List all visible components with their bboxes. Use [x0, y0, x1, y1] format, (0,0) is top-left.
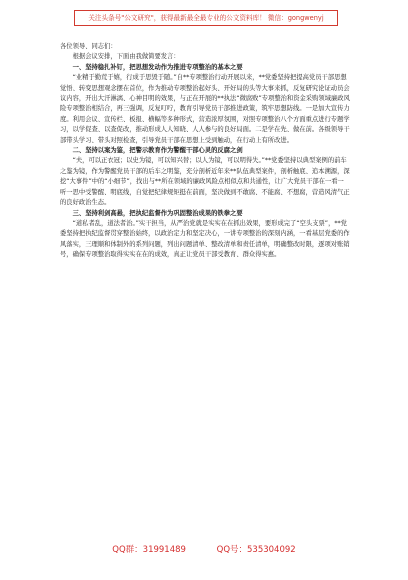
qq-number-text: QQ号：535304092	[216, 545, 296, 555]
section-body-3: “道私者乱，道法者治。”实干担当，从严治党就是实实在在抓出效果，要形成完了“空头支票”，**党委坚持把执纪监督贯穿整治始终，以政治定力和坚定决心，一讲专项整治的深刻内涵，一看基层党委的作风落实，三理顺和体制外的系列问题，列出问题清单、整改清单和责任清单，明确整改时限，逐项对账销号，确保专项整治取得实实在在的成效，真正让党员干部受教育、群众得实惠。	[60, 219, 350, 259]
contact-footer	[0, 544, 408, 556]
qq-group-text: QQ群：31991489	[112, 545, 186, 555]
section-body-2: “夫，可以正衣冠；以史为镜，可以知兴替；以人为镜，可以明得失。”**党委坚持以典型案例的前车之鉴为镜，作为警醒党员干部的后车之明鉴，充分剖析近年来**队伍典型案件，剖析触底、追本溯源，深挖“大事件”中的“小细节”，找出与**所在领域的廉政风险点相似点和共通性，让广大党员干部在一看一听一思中受警醒、明底线，自觉把纪律规矩挺在前面，坚决做到不敢腐、不能腐、不想腐，营造风清气正的良好政治生态。	[60, 157, 350, 207]
promo-banner: 关注头条号"公文研究"，获得最新最全最专业的公文资料库！ 微信：gongwenyj	[74, 10, 338, 26]
document-body	[60, 42, 350, 261]
section-heading-2: 二、坚持以案为鉴，把警示教育作为警醒干部心灵的反腐之剑	[72, 147, 243, 155]
section-body-1: “业精于勤荒于嬉，行成于思毁于随。”自**专项整治行动开展以来，**党委坚持把提高党员干部思想觉悟、转变思想观念摆在首位，作为推动专项整治起好头、开好局的头等大事来抓，反复研究论证动员会议内容，开出大汗淋漓、心神目明的效果，与正在开展的**执法“微腐败”专项整治和资金采购领域廉政风险专项整治相结合，再三强调，反复叮咛，教育引导党员干部推进政策，筑牢思想防线。一是加大宣传力度。利用会议、宣传栏、板报、横幅等多种形式，营造浓厚氛围，对照专项整治八个方面重点进行专题学习，以学促查、以查促改，推动形成人人知晓、人人参与的良好局面。二是学在先、做在前。各级领导干部带头学习、带头对照检查，引导党员干部在思想上受到触动，在行动上有所改进。	[60, 74, 350, 144]
greeting: 各位领导、同志们：	[60, 43, 117, 50]
intro-paragraph: 根据会议安排，下面由我做简要发言：	[72, 53, 180, 61]
section-heading-3: 三、坚持利剑高悬，把执纪监督作为巩固整治成果的铁拳之要	[72, 209, 243, 217]
section-heading-1: 一、坚持稳扎补钉，把思想发动作为推进专项整治的基本之要	[72, 63, 243, 71]
